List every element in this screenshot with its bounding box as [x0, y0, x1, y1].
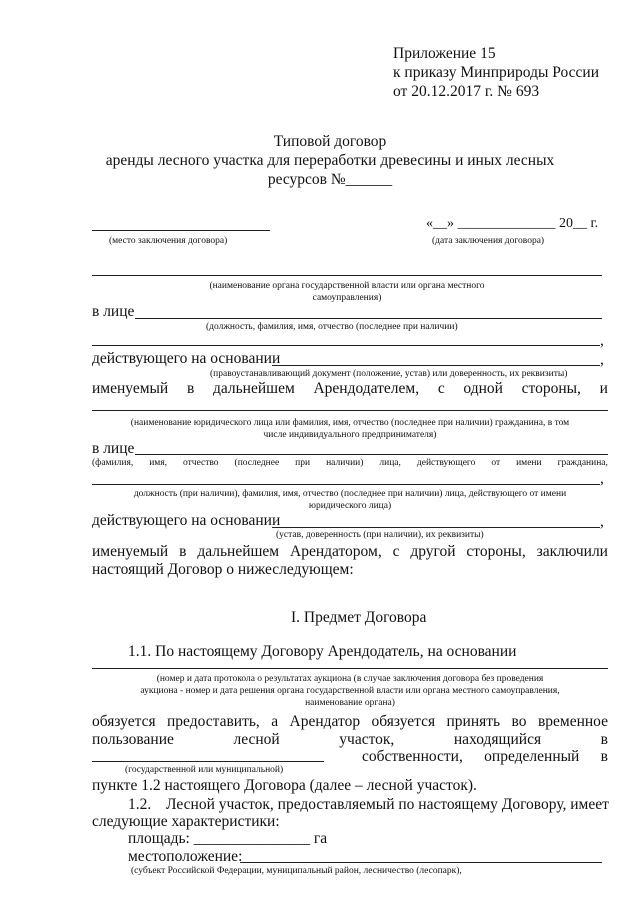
- comma: ,: [600, 470, 604, 487]
- location-caption: (субъект Российской Федерации, муниципальный район, лесничество (лесопарк),: [131, 866, 462, 876]
- comma: ,: [600, 513, 604, 530]
- word: (последнее: [234, 458, 280, 468]
- word: принять: [446, 713, 501, 730]
- lessee-entity-caption-1: (наименование юридического лица или фамилия, имя, отчество (последнее при наличии) гражданина, в том: [130, 418, 570, 428]
- word: Арендатором,: [290, 543, 382, 560]
- word: одной: [463, 380, 503, 397]
- word: от: [491, 458, 501, 468]
- word: именуемый: [92, 543, 169, 560]
- word: обязуется: [92, 713, 156, 730]
- lessee-acting-basis-label: действующего на основании: [92, 512, 281, 529]
- auction-protocol-line[interactable]: [92, 668, 608, 669]
- auction-protocol-caption: [88, 673, 612, 709]
- lessee-basis-line[interactable]: [272, 527, 600, 528]
- lessee-named-line: [92, 543, 608, 561]
- word: в: [600, 731, 608, 748]
- lessee-in-person-label: в лице: [92, 440, 135, 457]
- word: находящийся: [453, 731, 542, 748]
- clause-1-1: 1.1. По настоящему Договору Арендодатель, на основании: [128, 643, 517, 660]
- lessor-org-caption: [92, 280, 602, 304]
- auction-caption-2: аукциона - номер и дата решения органа государственной власти или органа местного самоуправления,: [140, 686, 560, 696]
- place-field-line[interactable]: [92, 230, 270, 231]
- title-line-1: Типовой договор: [273, 133, 387, 150]
- ownership-caption: (государственной или муниципальной): [125, 765, 284, 775]
- clause-1-2-text: Лесной участок, предоставляемый по настоящему Договору, имеет: [166, 796, 609, 813]
- lessor-org-line[interactable]: [92, 275, 602, 276]
- lessee-entity-line[interactable]: [92, 410, 608, 411]
- lessee-position-caption: [88, 488, 612, 512]
- clause-reference: пункте 1.2 настоящего Договора (далее – лесной участок).: [92, 777, 477, 794]
- date-caption: (дата заключения договора): [432, 236, 545, 246]
- place-caption: (место заключения договора): [109, 236, 228, 246]
- lessor-in-person-line[interactable]: [135, 318, 602, 319]
- word: другой: [410, 543, 456, 560]
- lessor-named-line: [92, 380, 608, 398]
- location-label: местоположение:: [128, 848, 243, 865]
- auction-caption-1: (номер и дата протокола о результатах аукциона (в случае заключения договора без проведения: [156, 674, 544, 684]
- obliges-line: [92, 713, 608, 731]
- ownership-line: [362, 748, 608, 766]
- word: отчество: [183, 458, 219, 468]
- clause-1-2-line-2: следующие характеристики:: [92, 813, 280, 830]
- lessee-basis-caption: (устав, доверенность (при наличии), их реквизиты): [276, 530, 484, 540]
- word: имени: [516, 458, 542, 468]
- word: стороны,: [521, 380, 581, 397]
- word: обязуется: [371, 713, 436, 730]
- lessee-named-line-2: настоящий Договор о нижеследующем:: [92, 561, 354, 578]
- word: с: [392, 543, 400, 560]
- location-line[interactable]: [240, 862, 602, 863]
- comma: ,: [600, 351, 604, 368]
- word: предоставить,: [167, 713, 260, 730]
- word: гражданина,: [557, 458, 608, 468]
- word: стороны,: [466, 543, 526, 560]
- lessee-person-line-2[interactable]: [92, 484, 600, 485]
- word: лица,: [379, 458, 401, 468]
- auction-caption-3: наименование органа): [305, 698, 395, 708]
- lessor-org-caption-1: (наименование органа государственной власти или органа местного: [209, 281, 485, 291]
- lessor-basis-caption: (правоустанавливающий документ (положение, устав) или доверенность, их реквизиты): [210, 369, 568, 379]
- lessor-in-person-label: в лице: [92, 303, 135, 320]
- word: собственности,: [362, 748, 463, 765]
- word: и: [599, 380, 608, 397]
- word: во: [511, 713, 527, 730]
- comma: ,: [600, 332, 604, 349]
- lessor-basis-line[interactable]: [272, 365, 600, 366]
- word: дальнейшем: [197, 543, 280, 560]
- word: в: [179, 543, 187, 560]
- lessee-in-person-line[interactable]: [135, 454, 608, 455]
- appendix-number: Приложение 15: [393, 45, 496, 62]
- lessee-entity-caption-2: числе индивидуального предпринимателя): [263, 430, 437, 440]
- word: Арендатор: [289, 713, 361, 730]
- order-date: от 20.12.2017 г. № 693: [393, 83, 540, 100]
- lessee-position-caption-2: юридического лица): [308, 501, 392, 511]
- word: заключили: [536, 543, 608, 560]
- order-reference: к приказу Минприроды России: [393, 64, 600, 81]
- word: с: [437, 380, 445, 397]
- title-line-3: ресурсов №______: [267, 171, 393, 188]
- word: именуемый: [92, 380, 169, 397]
- lessee-name-caption: [92, 458, 608, 468]
- word: при: [295, 458, 311, 468]
- word: действующего: [416, 458, 476, 468]
- word: наличии): [326, 458, 364, 468]
- ownership-type-line[interactable]: [92, 761, 324, 762]
- word: в: [186, 380, 195, 397]
- clause-1-2-number: 1.2.: [128, 796, 152, 813]
- lessor-position-caption: (должность, фамилия, имя, отчество (последнее при наличии): [206, 322, 458, 332]
- use-line: [92, 731, 608, 749]
- lessee-position-caption-1: должность (при наличии), фамилия, имя, отчество (последнее при наличии) лица, действующего от имени: [133, 489, 567, 499]
- lessor-acting-basis-label: действующего на основании: [92, 350, 281, 367]
- word: Арендодателем,: [313, 380, 420, 397]
- word: (фамилия,: [92, 458, 134, 468]
- word: в: [600, 748, 608, 765]
- word: пользование: [92, 731, 174, 748]
- title-line-2: аренды лесного участка для переработки древесины и иных лесных: [105, 152, 555, 169]
- area-field[interactable]: площадь: _______________ га: [128, 830, 328, 847]
- date-field[interactable]: «__» ______________ 20__ г.: [426, 216, 599, 231]
- word: а: [271, 713, 279, 730]
- word: имя,: [149, 458, 168, 468]
- lessor-person-line-2[interactable]: [92, 345, 600, 346]
- lessor-org-caption-2: самоуправления): [312, 293, 382, 303]
- word: лесной: [233, 731, 280, 748]
- word: определенный: [484, 748, 580, 765]
- lessee-entity-caption: [88, 417, 612, 441]
- appendix-header: [393, 44, 599, 101]
- word: дальнейшем: [212, 380, 295, 397]
- word: временное: [537, 713, 608, 730]
- word: участок,: [339, 731, 395, 748]
- document-title: [100, 132, 560, 189]
- section-title: I. Предмет Договора: [291, 609, 427, 626]
